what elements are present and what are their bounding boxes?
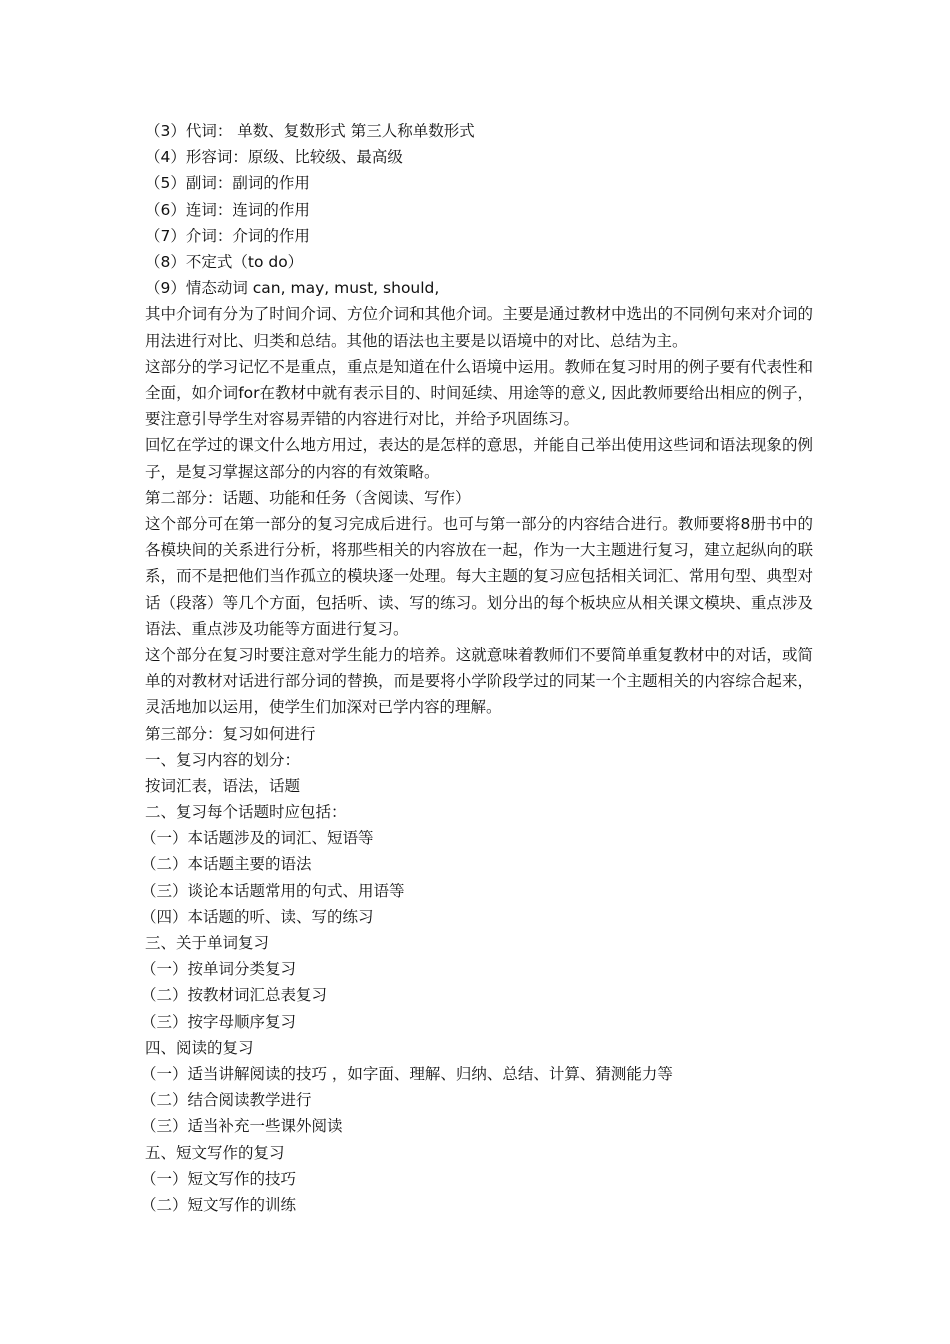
section-heading-part-three: 第三部分：复习如何进行 (145, 724, 316, 743)
heading-content-division: 一、复习内容的划分： (145, 750, 301, 769)
list-item-word-category: （一）按单词分类复习 (141, 960, 297, 979)
section-heading-part-two: 第二部分：话题、功能和任务（含阅读、写作） (145, 488, 471, 507)
paragraph-part-two-intro: 这个部分可在第一部分的复习完成后进行。也可与第一部分的内容结合进行。教师要将8册书中的各模块间的关系进行分析，将那些相关的内容放在一起，作为一大主题进行复习，建立起纵向的联系，而不是把他们当作孤立的模块逐一处理。每大主题的复习应包括相关词汇、常用句型、典型对话（段落）等几个方面，包括听、读、写的练习。划分出的每个板块应从相关课文模块、重点涉及语法、重点涉及功能等方面进行复习。 (145, 514, 813, 638)
text-line-adjective: （4）形容词：原级、比较级、最高级 (145, 148, 403, 167)
list-item-topic-expressions: （三）谈论本话题常用的句式、用语等 (141, 881, 405, 900)
list-item-reading-skills: （一）适当讲解阅读的技巧 ，如字面、理解、归纳、总结、计算、猜测能力等 (141, 1064, 673, 1083)
text-line-preposition: （7）介词：介词的作用 (145, 226, 310, 245)
paragraph-memory-focus: 这部分的学习记忆不是重点，重点是知道在什么语境中运用。教师在复习时用的例子要有代表性和全面，如介词for在教材中就有表示目的、时间延续、用途等的意义, 因此教师要给出相应的例子，要注意引导学生对容易弄错的内容进行对比，并给予巩固练习。 (145, 357, 813, 429)
paragraph-recall-strategy: 回忆在学过的课文什么地方用过，表达的是怎样的意思，并能自己举出使用这些词和语法现象的例子，是复习掌握这部分的内容的有效策略。 (145, 436, 813, 481)
text-line-pronoun: （3）代词： 单数、复数形式 第三人称单数形式 (145, 122, 475, 140)
list-item-writing-skills: （一）短文写作的技巧 (141, 1169, 297, 1188)
text-line-conjunction: （6）连词：连词的作用 (145, 200, 310, 219)
text-line-infinitive: （8）不定式（to do） (145, 252, 304, 271)
list-item-reading-extra: （三）适当补充一些课外阅读 (141, 1117, 343, 1136)
text-line-division-method: 按词汇表，语法，话题 (145, 776, 301, 795)
paragraph-ability-training: 这个部分在复习时要注意对学生能力的培养。这就意味着教师们不要简单重复教材中的对话，或简单的对教材对话进行部分词的替换，而是要将小学阶段学过的同某一个主题相关的内容综合起来，灵活地加以运用，使学生们加深对已学内容的理解。 (145, 645, 813, 717)
list-item-topic-vocabulary: （一）本话题涉及的词汇、短语等 (141, 829, 374, 848)
list-item-word-alphabetical: （三）按字母顺序复习 (141, 1012, 297, 1031)
heading-writing-review: 五、短文写作的复习 (145, 1143, 285, 1162)
text-line-adverb: （5）副词：副词的作用 (145, 174, 310, 193)
list-item-word-glossary: （二）按教材词汇总表复习 (141, 986, 328, 1005)
paragraph-prepositions: 其中介词有分为了时间介词、方位介词和其他介词。主要是通过教材中选出的不同例句来对介词的用法进行对比、归类和总结。其他的语法也主要是以语境中的对比、总结为主。 (145, 305, 813, 350)
list-item-reading-teaching: （二）结合阅读教学进行 (141, 1091, 312, 1110)
list-item-writing-training: （二）短文写作的训练 (141, 1195, 297, 1214)
heading-word-review: 三、关于单词复习 (145, 934, 270, 953)
list-item-topic-practice: （四）本话题的听、读、写的练习 (141, 907, 374, 926)
heading-topic-review: 二、复习每个话题时应包括： (145, 803, 347, 822)
heading-reading-review: 四、阅读的复习 (145, 1038, 254, 1057)
document-body (141, 118, 813, 1218)
list-item-topic-grammar: （二）本话题主要的语法 (141, 855, 312, 874)
text-line-modal-verbs: （9）情态动词 can, may, must, should, (145, 279, 440, 298)
